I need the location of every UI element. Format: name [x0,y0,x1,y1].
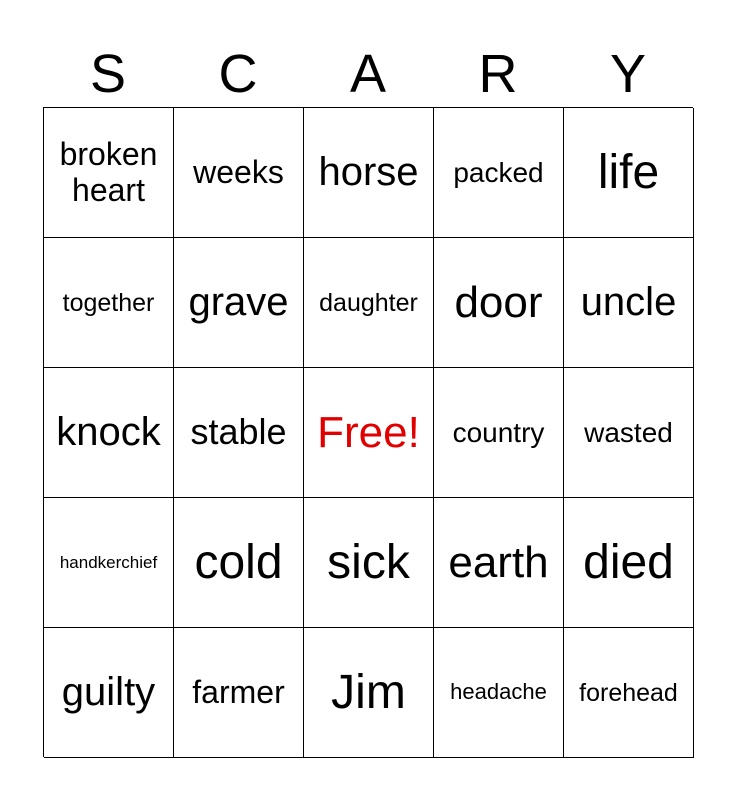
bingo-cell[interactable]: farmer [174,628,304,758]
header-letter-y: Y [609,44,647,104]
bingo-board [43,107,693,757]
bingo-cell[interactable]: earth [434,498,564,628]
bingo-free-cell[interactable]: Free! [304,368,434,498]
bingo-cell[interactable]: horse [304,108,434,238]
header-letter-s: S [89,44,127,104]
bingo-cell[interactable]: broken heart [44,108,174,238]
bingo-cell[interactable]: grave [174,238,304,368]
bingo-cell[interactable]: packed [434,108,564,238]
bingo-cell[interactable]: door [434,238,564,368]
bingo-cell[interactable]: daughter [304,238,434,368]
bingo-cell[interactable]: knock [44,368,174,498]
bingo-cell[interactable]: weeks [174,108,304,238]
bingo-cell[interactable]: stable [174,368,304,498]
bingo-cell[interactable]: forehead [564,628,694,758]
bingo-cell[interactable]: handkerchief [44,498,174,628]
bingo-cell[interactable]: wasted [564,368,694,498]
header-letter-r: R [478,44,518,104]
header-letter-a: A [349,44,387,104]
bingo-cell[interactable]: cold [174,498,304,628]
bingo-cell[interactable]: Jim [304,628,434,758]
header-letter-c: C [218,44,258,104]
bingo-header [43,42,693,106]
bingo-cell[interactable]: died [564,498,694,628]
bingo-cell[interactable]: country [434,368,564,498]
bingo-cell[interactable]: guilty [44,628,174,758]
bingo-cell[interactable]: headache [434,628,564,758]
bingo-cell[interactable]: life [564,108,694,238]
bingo-cell[interactable]: together [44,238,174,368]
bingo-cell[interactable]: sick [304,498,434,628]
bingo-cell[interactable]: uncle [564,238,694,368]
